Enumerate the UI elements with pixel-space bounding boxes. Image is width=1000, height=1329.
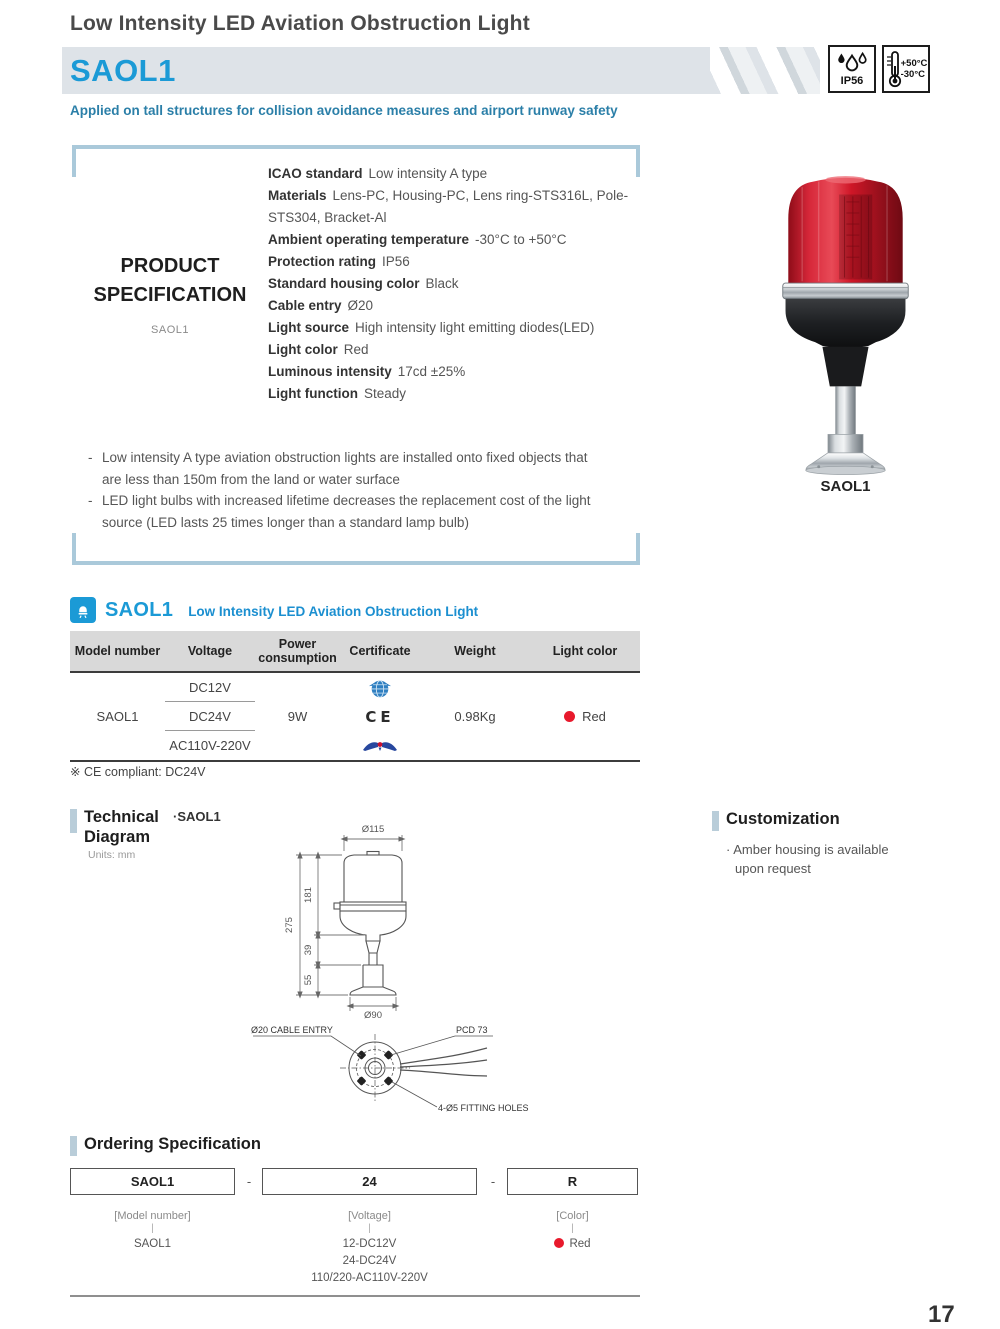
fitting-holes-label: 4-Ø5 FITTING HOLES [438, 1103, 529, 1113]
section-bar [70, 1136, 77, 1156]
cell-voltage [165, 673, 255, 760]
table-section-header [70, 597, 478, 623]
spec-row: ICAO standard Low intensity A type [268, 166, 488, 181]
model-banner [62, 47, 820, 94]
voltage-option: DC24V [165, 702, 255, 731]
ordering-heading: Ordering Specification [84, 1135, 261, 1153]
bullet-item: - Low intensity A type aviation obstruction lights are installed onto fixed objects that are less than 150m from the land or water surface [88, 450, 588, 487]
ip-rating-badge [828, 45, 876, 93]
red-color-dot [564, 711, 575, 722]
dim-housing-height: 181 [303, 887, 314, 903]
model-name: SAOL1 [70, 53, 176, 88]
page-number: 17 [928, 1301, 955, 1328]
dim-total-height: 275 [284, 917, 295, 933]
pcd-label: PCD 73 [456, 1025, 488, 1035]
temp-high-label: +50°C [900, 58, 928, 69]
product-photo [748, 165, 943, 480]
column-header: Model number [74, 644, 161, 658]
order-group-color: [Color] | Red [556, 1210, 591, 1250]
spec-row: Light function Steady [268, 386, 407, 401]
bottom-divider [70, 1295, 640, 1297]
selection-table [70, 631, 640, 762]
side-view-diagram [268, 815, 503, 1023]
voltage-option: AC110V-220V [169, 738, 251, 753]
diagram-model-ref: ·SAOL1 [173, 809, 221, 824]
feature-bullets [88, 447, 608, 533]
icao-logo-icon [340, 673, 420, 702]
voltage-option: DC12V [165, 673, 255, 702]
spec-heading-line1: PRODUCT [120, 255, 220, 277]
order-box-color: R [507, 1168, 638, 1195]
aviation-wings-icon [340, 731, 420, 760]
spec-row: Ambient operating temperature -30°C to +50°C [268, 232, 567, 247]
column-header: Light color [552, 644, 618, 658]
spec-row: Protection rating IP56 [268, 254, 410, 269]
light-color-value: Red [582, 709, 606, 724]
cell-certificates [340, 673, 420, 760]
order-dash: - [490, 1174, 496, 1189]
cable-entry-label: Ø20 CABLE ENTRY [251, 1025, 333, 1035]
customization-note: · Amber housing is available upon request [726, 842, 889, 876]
ce-mark: CE [365, 707, 395, 726]
dim-base-diameter: Ø90 [364, 1010, 382, 1021]
order-box-model: SAOL1 [70, 1168, 235, 1195]
chevron-decoration [710, 47, 820, 94]
technical-diagram-heading: Technical Diagram [84, 808, 159, 846]
dim-neck-height: 39 [303, 944, 314, 956]
order-dash: - [246, 1174, 252, 1189]
section-bar [712, 811, 719, 831]
table-model-name: SAOL1 [105, 598, 174, 621]
spec-row: Standard housing color Black [268, 276, 459, 291]
photo-caption: SAOL1 [820, 478, 871, 495]
diagram-units: Units: mm [88, 849, 136, 861]
table-body-row [70, 671, 640, 762]
red-color-dot [554, 1238, 564, 1248]
led-bulb-icon [70, 597, 96, 623]
page-title: Low Intensity LED Aviation Obstruction Light [70, 12, 530, 35]
spec-heading-line2: SPECIFICATION [93, 284, 247, 306]
spec-row: Materials Lens-PC, Housing-PC, Lens ring-STS316L, Pole-STS304, Bracket-Al [268, 188, 629, 225]
column-header: Power consumption [258, 637, 337, 665]
spec-row: Luminous intensity 17cd ±25% [268, 364, 466, 379]
column-header: Weight [454, 644, 496, 658]
cell-weight: 0.98Kg [454, 709, 496, 724]
spec-list [268, 163, 646, 405]
obstruction-light-image [748, 165, 943, 475]
water-droplets-icon [834, 52, 870, 74]
cell-model-number: SAOL1 [96, 709, 139, 724]
spec-box-bottom-bracket [72, 533, 640, 565]
spec-row: Light source High intensity light emitting diodes(LED) [268, 320, 595, 335]
cell-power-consumption: 9W [287, 709, 308, 724]
table-section-title: Low Intensity LED Aviation Obstruction Light [188, 604, 479, 619]
spec-heading-block [80, 252, 260, 336]
spec-model-label: SAOL1 [151, 324, 189, 336]
ip-rating-label: IP56 [840, 74, 864, 87]
dim-base-height: 55 [303, 974, 314, 986]
order-group-voltage: [Voltage] | 12-DC12V 24-DC24V 110/220-AC110V-220V [311, 1210, 428, 1284]
column-header: Certificate [349, 644, 411, 658]
order-box-voltage: 24 [262, 1168, 477, 1195]
bottom-view-diagram [245, 1020, 535, 1115]
dim-top-diameter: Ø115 [361, 824, 385, 835]
section-bar [70, 809, 77, 833]
temp-low-label: -30°C [900, 69, 925, 80]
table-header-row [70, 631, 640, 671]
column-header: Voltage [187, 644, 233, 658]
order-group-model: [Model number] | SAOL1 [114, 1210, 191, 1250]
spec-row: Light color Red [268, 342, 369, 357]
cell-light-color [530, 673, 640, 760]
spec-row: Cable entry Ø20 [268, 298, 374, 313]
subtitle: Applied on tall structures for collision avoidance measures and airport runway safety [70, 103, 618, 118]
thermometer-icon [885, 49, 900, 89]
customization-heading: Customization [726, 810, 840, 828]
temperature-badge [882, 45, 930, 93]
ce-note: ※ CE compliant: DC24V [70, 765, 206, 779]
bullet-item: - LED light bulbs with increased lifetime decreases the replacement cost of the light source (LED lasts 25 times longer than a standard lamp bulb) [88, 493, 591, 530]
